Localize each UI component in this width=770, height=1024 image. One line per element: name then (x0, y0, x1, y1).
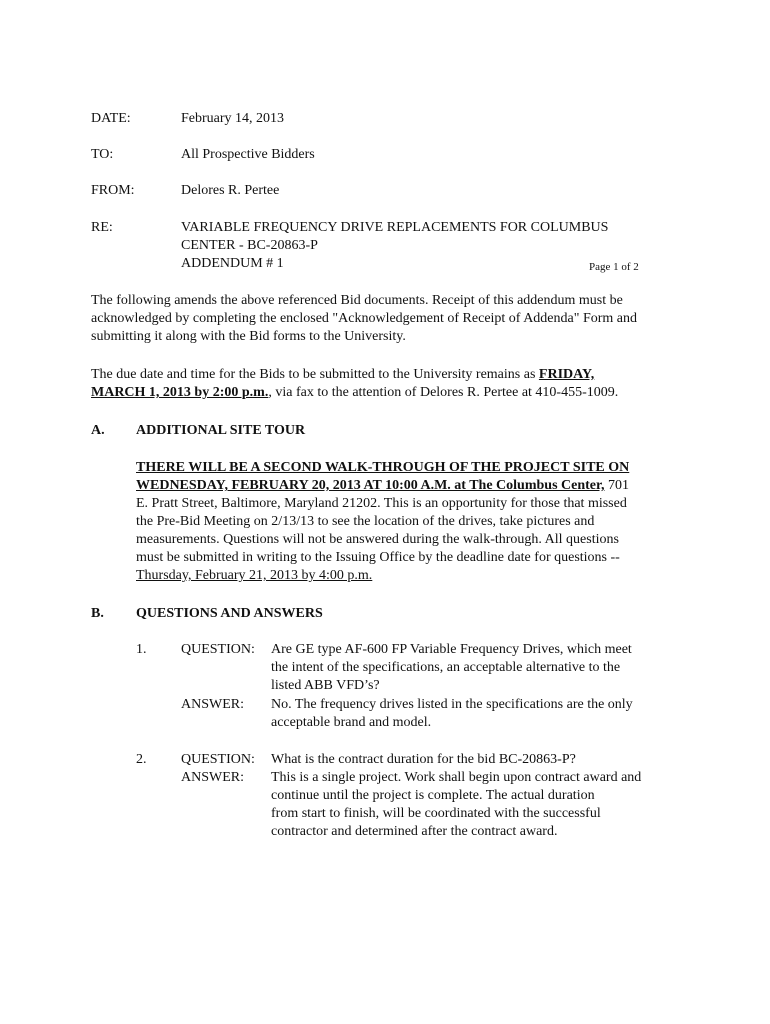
due-day: FRIDAY, (538, 367, 595, 382)
from-label: FROM: (91, 183, 135, 198)
re-subject (181, 219, 608, 273)
date-value: February 14, 2013 (181, 111, 285, 126)
due-text: The due date and time for the Bids to be submitted to the University remains as (91, 367, 539, 382)
intro-paragraph (91, 292, 691, 346)
section-b-title: QUESTIONS AND ANSWERS (136, 606, 323, 621)
question-label: QUESTION: (181, 752, 255, 767)
section-b-letter: B. (91, 606, 104, 621)
section-a-line: the Pre-Bid Meeting on 2/13/13 to see the location of the drives, take pictures and (136, 514, 595, 529)
intro-line: The following amends the above referenced Bid documents. Receipt of this addendum must be (91, 293, 623, 308)
answer-line: continue until the project is complete. The actual duration (271, 788, 595, 803)
due-fax-text: , via fax to the attention of Delores R. Pertee at 410-455-1009. (268, 385, 619, 400)
section-a-line: E. Pratt Street, Baltimore, Maryland 21202. This is an opportunity for those that missed (136, 496, 627, 511)
due-line-2 (91, 384, 691, 402)
page-number: Page 1 of 2 (589, 261, 639, 273)
question-line: What is the contract duration for the bid BC-20863-P? (271, 752, 576, 767)
walkthrough-heading-line: THERE WILL BE A SECOND WALK-THROUGH OF THE PROJECT SITE ON (136, 460, 630, 475)
to-value: All Prospective Bidders (181, 147, 315, 162)
question-line: Are GE type AF-600 FP Variable Frequency Drives, which meet (271, 642, 632, 657)
section-a-line: must be submitted in writing to the Issuing Office by the deadline date for questions -- (136, 550, 620, 565)
question-text (271, 641, 701, 695)
re-line: ADDENDUM # 1 (181, 256, 284, 271)
section-a-body (136, 459, 696, 585)
from-value: Delores R. Pertee (181, 183, 280, 198)
question-number: 1. (136, 642, 147, 657)
question-line: the intent of the specifications, an acceptable alternative to the (271, 660, 621, 675)
answer-line: contractor and determined after the contract award. (271, 824, 558, 839)
date-label: DATE: (91, 111, 131, 126)
section-a-letter: A. (91, 423, 105, 438)
answer-line: from start to finish, will be coordinated with the successful (271, 806, 601, 821)
answer-line: No. The frequency drives listed in the specifications are the only (271, 697, 633, 712)
answer-text (271, 769, 701, 841)
due-date-time: MARCH 1, 2013 by 2:00 p.m. (91, 385, 269, 400)
question-line: listed ABB VFD’s? (271, 678, 380, 693)
answer-line: This is a single project. Work shall begin upon contract award and (271, 770, 642, 785)
due-line-1 (91, 366, 691, 384)
question-label: QUESTION: (181, 642, 255, 657)
walkthrough-address-start: 701 (604, 478, 629, 493)
answer-label: ANSWER: (181, 697, 244, 712)
question-deadline: Thursday, February 21, 2013 by 4:00 p.m. (136, 568, 373, 583)
section-a-line: measurements. Questions will not be answered during the walk-through. All questions (136, 532, 619, 547)
answer-text (271, 696, 701, 732)
walkthrough-date: WEDNESDAY, FEBRUARY 20, 2013 AT 10:00 A.M. at The Columbus Center, (136, 478, 605, 493)
question-number: 2. (136, 752, 147, 767)
re-line: CENTER - BC-20863-P (181, 238, 318, 253)
question-text (271, 751, 701, 769)
section-a-title: ADDITIONAL SITE TOUR (136, 423, 306, 438)
re-label: RE: (91, 220, 113, 235)
intro-line: acknowledged by completing the enclosed "Acknowledgement of Receipt of Addenda" Form and (91, 311, 637, 326)
intro-line: submitting it along with the Bid forms to the University. (91, 329, 406, 344)
re-line: VARIABLE FREQUENCY DRIVE REPLACEMENTS FOR COLUMBUS (181, 220, 609, 235)
answer-line: acceptable brand and model. (271, 715, 432, 730)
to-label: TO: (91, 147, 114, 162)
walkthrough-date-line (136, 477, 696, 495)
due-date-paragraph (91, 366, 691, 402)
answer-label: ANSWER: (181, 770, 244, 785)
